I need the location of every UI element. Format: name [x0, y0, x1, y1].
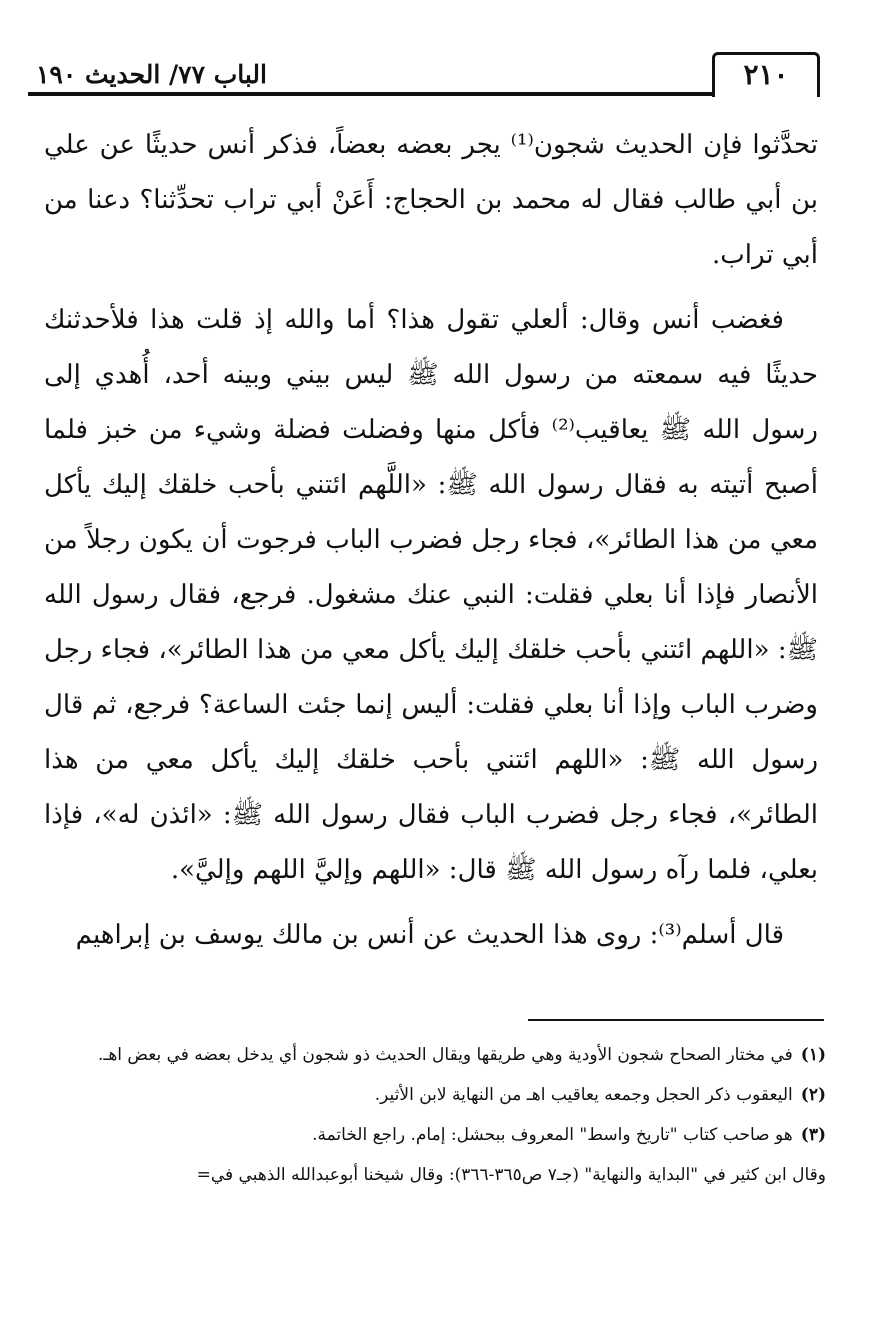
chapter-title: الباب ٧٧/ الحديث ١٩٠ — [36, 60, 267, 89]
page-number: ٢١٠ — [712, 52, 820, 97]
main-text — [44, 118, 818, 963]
footnote-separator — [528, 1019, 824, 1021]
paragraph: تحدَّثوا فإن الحديث شجون⁽¹⁾ يجر بعضه بعضاً، فذكر أنس حديثًا عن علي بن أبي طالب فقال له محمد بن الحجاج: أَعَنْ أبي تراب تحدِّثنا؟ دعنا من أبي تراب. — [44, 130, 818, 270]
page-header — [28, 52, 820, 100]
footnote-text: وقال ابن كثير في "البداية والنهاية" (جـ٧ ص٣٦٥-٣٦٦): وقال شيخنا أبوعبدالله الذهبي في= — [196, 1165, 826, 1185]
footnote — [34, 1080, 826, 1110]
paragraph: قال أسلم⁽³⁾: روى هذا الحديث عن أنس بن مالك يوسف بن إبراهيم — [75, 920, 784, 950]
footnote-number: (٢) — [800, 1085, 826, 1105]
header-rule — [28, 92, 820, 96]
footnote — [34, 1120, 826, 1150]
footnote-number: (٣) — [800, 1125, 826, 1145]
footnote — [34, 1040, 826, 1070]
paragraph: فغضب أنس وقال: ألعلي تقول هذا؟ أما والله إذ قلت هذا فلأحدثنك حديثًا فيه سمعته من رسول الله ﷺ ليس بيني وبينه أحد، أُهدي إلى رسول الله ﷺ يعاقيب⁽²⁾ فأكل منها وفضلت فضلة وشيء من خبز فلما أصبح أتيته به فقال رسول الله ﷺ: «اللَّهم ائتني بأحب خلقك إليك يأكل معي من هذا الطائر»، فجاء رجل فضرب الباب فرجوت أن يكون رجلاً من الأنصار فإذا أنا بعلي فقلت: النبي عنك مشغول. فرجع، فقال رسول الله ﷺ: «اللهم ائتني بأحب خلقك إليك يأكل معي من هذا الطائر»، فجاء رجل وضرب الباب وإذا أنا بعلي فقلت: أليس إنما جئت الساعة؟ فرجع، ثم قال رسول الله ﷺ: «اللهم ائتني بأحب خلقك إليك يأكل معي من هذا الطائر»، فجاء رجل فضرب الباب فقال رسول الله ﷺ: «ائذن له»، فإذا بعلي، فلما رآه رسول الله ﷺ قال: «اللهم وإليَّ اللهم وإليَّ». — [44, 305, 818, 885]
footnote-text: في مختار الصحاح شجون الأودية وهي طريقها ويقال الحديث ذو شجون أي يدخل بعضه في بعض اهـ. — [97, 1045, 793, 1065]
footnotes — [34, 1040, 826, 1200]
footnote — [34, 1160, 826, 1190]
footnote-text: هو صاحب كتاب "تاريخ واسط" المعروف ببحشل: إمام. راجع الخاتمة. — [312, 1125, 793, 1145]
footnote-text: اليعقوب ذكر الحجل وجمعه يعاقيب اهـ من النهاية لابن الأثير. — [374, 1085, 793, 1105]
footnote-number: (١) — [800, 1045, 826, 1065]
